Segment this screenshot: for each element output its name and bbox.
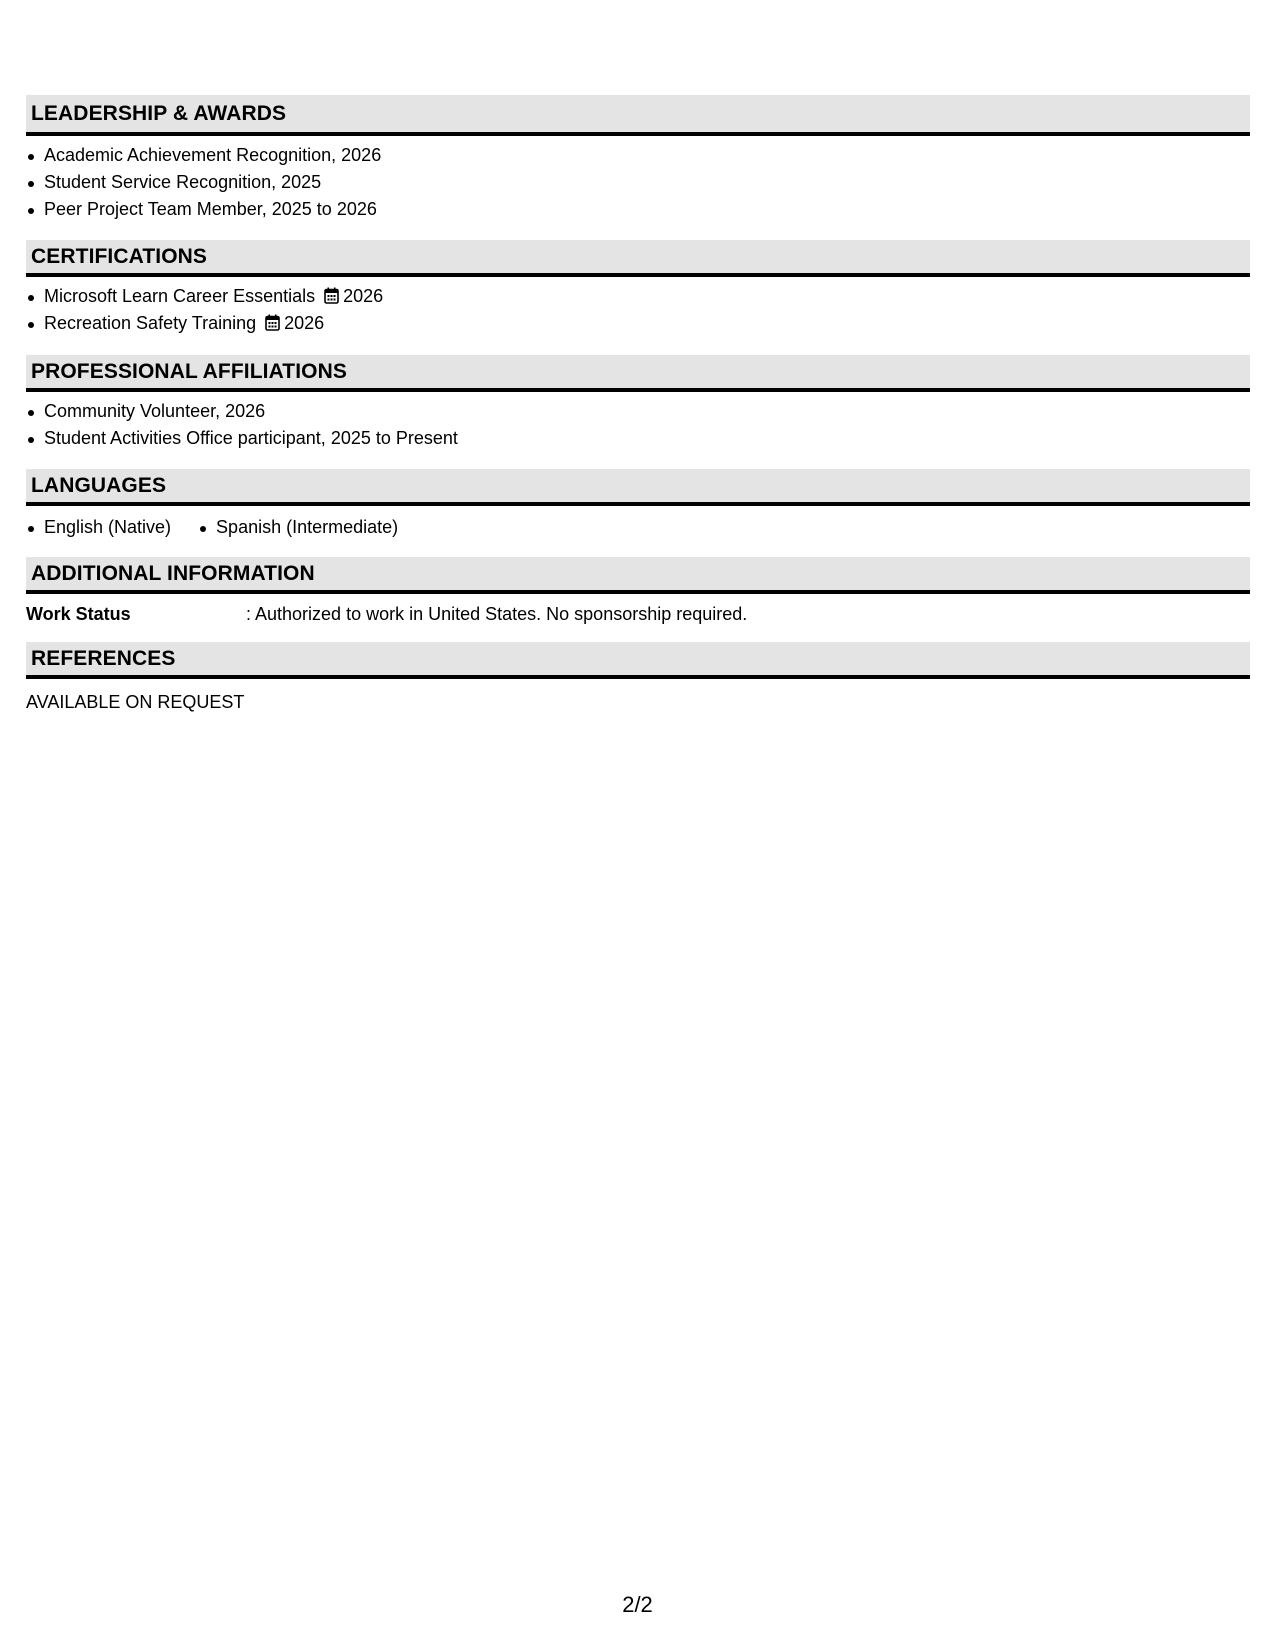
references-text: AVAILABLE ON REQUEST [26,692,245,712]
section-header [26,95,1250,136]
certifications-section [26,240,1250,337]
section-title: LANGUAGES [31,473,167,497]
list-item: Community Volunteer, 2026 [44,398,1250,425]
languages-section [26,469,1250,541]
calendar-icon [265,314,280,331]
professional-affiliations-section [26,355,1250,452]
language-item: English (Native) [44,514,171,541]
calendar-icon [324,287,339,304]
languages-list [26,514,1250,541]
section-title: ADDITIONAL INFORMATION [31,561,315,585]
list-item [44,310,1250,337]
certification-year: 2026 [343,286,384,306]
list-item: Peer Project Team Member, 2025 to 2026 [44,196,1250,223]
section-header [26,642,1250,679]
certifications-list [26,283,1250,337]
leadership-awards-section [26,95,1250,223]
resume-page [26,95,1250,716]
leadership-list [26,142,1250,223]
list-item: Student Service Recognition, 2025 [44,169,1250,196]
list-item [44,283,1250,310]
certification-name: Microsoft Learn Career Essentials [44,286,316,306]
section-header [26,557,1250,594]
list-item: Academic Achievement Recognition, 2026 [44,142,1250,169]
section-header [26,355,1250,392]
affiliations-list [26,398,1250,452]
section-title: REFERENCES [31,646,176,670]
certification-year: 2026 [284,313,325,333]
page-number: 2/2 [622,1592,653,1617]
section-header [26,240,1250,277]
additional-information-section [26,557,1250,628]
work-status-label: Work Status [26,604,131,624]
section-header [26,469,1250,506]
work-status-value: : Authorized to work in United States. No sponsorship required. [246,604,748,624]
references-section [26,642,1250,716]
certification-name: Recreation Safety Training [44,313,257,333]
language-item: Spanish (Intermediate) [216,514,398,541]
section-title: PROFESSIONAL AFFILIATIONS [31,359,347,383]
work-status-row [26,601,1250,628]
section-title: LEADERSHIP & AWARDS [31,101,287,125]
section-title: CERTIFICATIONS [31,244,208,268]
list-item: Student Activities Office participant, 2025 to Present [44,425,1250,452]
